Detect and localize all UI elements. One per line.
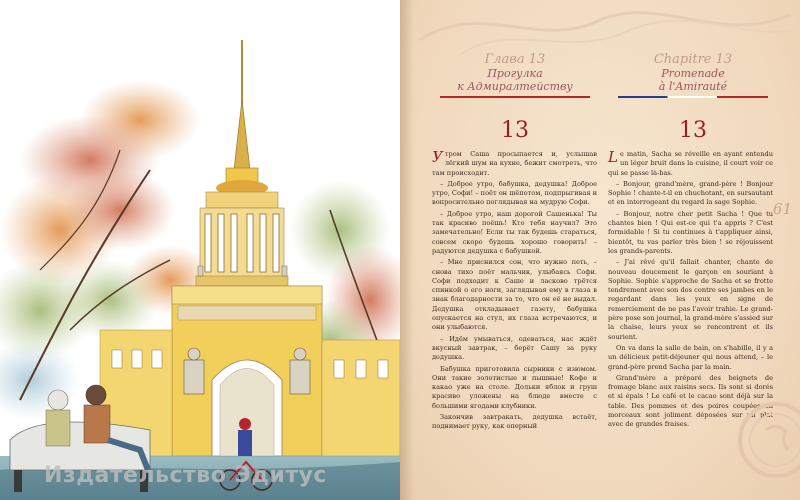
page-number: 61 bbox=[772, 200, 792, 218]
page-gutter bbox=[400, 0, 414, 500]
chapter-title-fr-line1: Promenade bbox=[661, 67, 725, 80]
chapter-number-fr: 13 bbox=[679, 118, 707, 143]
paragraph-text: тром Саша просыпается и, услышав лёгкий шум на кухне, бежит смотреть, что там происходит. bbox=[432, 150, 597, 177]
dropcap-fr: L bbox=[608, 148, 618, 166]
paragraph-ru-0 bbox=[432, 150, 597, 178]
paragraph-ru-3: – Мне приснился сон, что нужно петь, – снова тихо поёт мальчик, улыбаясь Софи. Софи подходит к Саше и ласково трётся спинкой о его ноги, заглядывая ему в глаза в знак благодарности за то, что он её не выдал. Дедушка откладывает газету, бабушка опускается на стул, их глаза встречаются, и они улыбаются. bbox=[432, 258, 597, 332]
chapter-header-ru bbox=[435, 52, 595, 98]
chapter-title-ru-line2: к Адмиралтейству bbox=[457, 80, 573, 93]
paragraph-ru-5: Бабушка приготовила сырники с изюмом. Они такие золотистые и пышные! Кофе и какао уже на столе. Дольки яблок и груш красиво уложены на блюде вместе с большими ягодами клубники. bbox=[432, 364, 597, 410]
publisher-watermark: Издательство Эдитус bbox=[44, 463, 327, 488]
paragraph-ru-6: Закончив завтракать, дедушка встаёт, поднимает руку, как оперный bbox=[432, 413, 597, 431]
french-text-column bbox=[608, 150, 773, 432]
paragraph-fr-4: On va dans la salle de bain, on s'habille, il y a un délicieux petit-déjeuner qui nous attend, – le grand-père prend Sacha par la main. bbox=[608, 343, 773, 371]
paragraph-text: e matin, Sacha se réveille en ayant entendu un léger bruit dans la cuisine, il court voir ce qui se passe là-bas. bbox=[608, 150, 773, 177]
dropcap-ru: У bbox=[432, 148, 443, 166]
circular-seal-icon bbox=[736, 400, 800, 480]
chapter-label-ru: Глава 13 bbox=[484, 52, 546, 67]
chapter-label-fr: Chapitre 13 bbox=[653, 52, 733, 67]
admiralty-tower bbox=[196, 192, 288, 286]
paragraph-fr-5: Grand'mère a préparé des beignets de fromage blanc aux raisins secs. Ils sont si dorés et si épais ! Le café et le cacao sont déjà sur la table. Des pommes et des poires coupées en morceaux sont joliment déposées sur un plat avec de grandes fraises. bbox=[608, 373, 773, 429]
chapter-header-fr bbox=[613, 52, 773, 98]
paragraph-fr-2: – Bonjour, notre cher petit Sacha ! Que tu chantes bien ! Qui est-ce qui t'a appris ? C'est formidable ! Si tu continues à t'appliquer ainsi, bientôt, tu vas parler très bien ! se réjouissent les grands-parents. bbox=[608, 209, 773, 255]
chapter-title-ru-line1: Прогулка bbox=[487, 67, 543, 80]
chapter-title-fr-line2: à l'Amirauté bbox=[658, 80, 728, 93]
header-rule-ru bbox=[440, 96, 590, 98]
russian-text-column bbox=[432, 150, 597, 434]
paragraph-fr-3: – J'ai rêvé qu'il fallait chanter, chante de nouveau doucement le garçon en souriant à Sophie. Sophie s'approche de Sacha et se frotte tendrement avec son dos contre ses jambes en le regardant dans les yeux en signe de remerciement de ne pas l'avoir trahie. Le grand-père pose son journal, la grand-mère s'assied sur la chaise, leurs yeux se rencontrent et ils sourient. bbox=[608, 258, 773, 341]
paragraph-ru-1: – Доброе утро, бабушка, дедушка! Доброе утро, Софи! – поёт он шёпотом, подпрыгивая и вопросительно поглядывая на мудрую Софи. bbox=[432, 179, 597, 207]
text-page bbox=[400, 0, 800, 500]
decorative-flourish bbox=[400, 0, 800, 60]
paragraph-fr-0 bbox=[608, 150, 773, 178]
chapter-number-ru: 13 bbox=[501, 118, 529, 143]
paragraph-fr-1: – Bonjour, grand'mère, grand-père ! Bonjour Sophie ! chante-t-il en chuchotant, en sursautant et en interrogeant du regard la sage Sophie. bbox=[608, 179, 773, 207]
paragraph-ru-4: – Идём умываться, одеваться, нас ждёт вкусный завтрак, – берёт Сашу за руку дедушка. bbox=[432, 334, 597, 362]
header-rule-fr bbox=[618, 96, 768, 98]
admiralty-spire bbox=[216, 40, 268, 196]
paragraph-ru-2: – Доброе утро, наш дорогой Сашенька! Ты так красиво поёшь! Кто тебя научил? Это замечательно! Если ты так будешь стараться, совсем скоро будешь хорошо говорить! – радуются дедушка с бабушкой. bbox=[432, 209, 597, 255]
